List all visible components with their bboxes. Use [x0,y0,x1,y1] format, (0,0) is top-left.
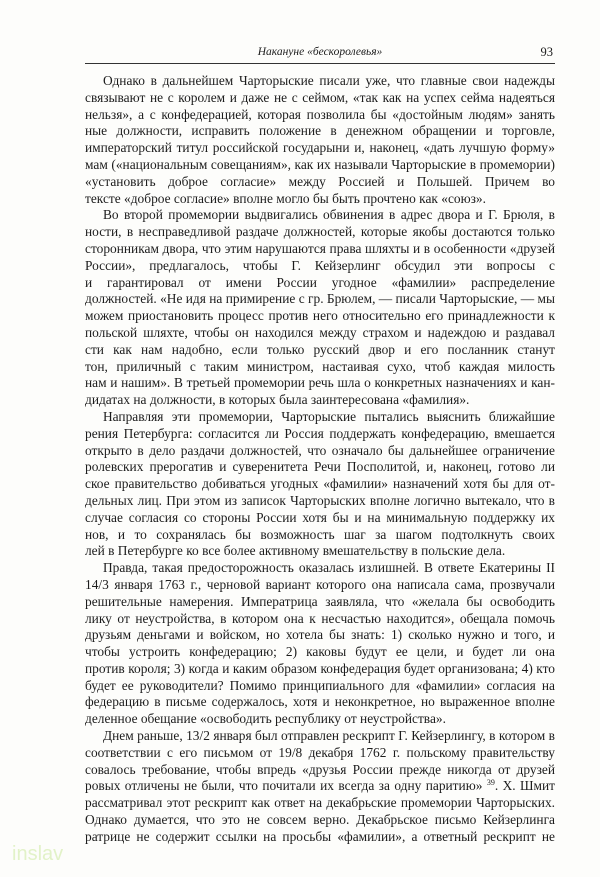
line-text: 14/3 января 1763 г., черновой вариант которого она написала сама, прозвучали [85,576,555,592]
line-text: сти как нам надобно, если только русский двор и его посланник станут [85,341,555,357]
line-text: дельных лиц. При этом из записок Чарторыских вполне логично вытекало, что в [85,492,555,508]
body-text [85,73,555,846]
text-line [85,594,555,611]
line-text: России», предлагалось, чтобы Г. Кейзерлинг обсудил эти вопросы с [85,257,555,273]
text-line [85,123,555,140]
paragraph [85,560,555,728]
line-text: Однако в дальнейшем Чарторыские писали уже, что главные свои надежды [103,73,555,88]
text-line [85,241,555,258]
text-line [85,459,555,476]
paragraph [85,409,555,560]
line-text: Однако думается, что это не совсем верно. Декабрьское письмо Кейзерлинга [85,812,555,828]
text-line [85,694,555,711]
text-line [85,107,555,124]
line-text: рения Петербурга: согласится ли Россия поддержать конфедерацию, вмешается [85,425,555,441]
text-line [85,140,555,157]
line-text: ское правительство добиваться угодных «фамилии» назначений хотя бы для от- [85,476,555,492]
line-text: федерацию в письме содержалось, хотя и неконкретное, но выраженное вполне [85,694,555,710]
line-text: «установить доброе согласие» между Россией и Польшей. Причем во [85,173,555,189]
line-text: решительные намерения. Императрица заявляла, что «желала бы освободить [85,593,555,609]
text-line [85,527,555,544]
line-text: друзьям деньгами и войском, но хотела бы знать: 1) сколько нужно и того, и [85,627,555,643]
text-line [85,207,555,224]
text-line [85,291,555,308]
line-text: нов, и то сохранялась бы возможность шаг за шагом подтолкнуть своих [85,526,555,542]
paragraph [85,73,555,207]
line-text: открыто в дело раздачи должностей, что означало бы дальнейшее ограничение [85,442,555,458]
line-text: императорский титул российской государыни и, наконец, «дать лучшую форму» [85,140,555,156]
text-line [85,426,555,443]
line-text: Днем раньше, 13/2 января был отправлен рескрипт Г. Кейзерлингу, в котором в [103,728,555,744]
line-text: ные должности, исправить положение в денежном обращении и торговле, [85,123,555,139]
text-line [85,812,555,829]
text-line [85,342,555,359]
line-text: соответствии с его письмом от 19/8 декабря 1762 г. польскому правительству [85,744,555,760]
line-text: польской шляхте, чтобы он находился между страхом и надеждою и раздавал [85,324,555,340]
line-text: против короля; 3) когда и каким образом конфедерация будет организована; 4) кто [85,660,555,676]
line-text: дидатах на должности, в которых была заинтересована «фамилия». [85,392,470,408]
text-line [85,375,555,392]
text-line [85,359,555,376]
line-text: лей в Петербурге ко все более активному вмешательству в польские дела. [85,543,506,559]
paragraph [85,728,555,846]
line-text: лику от неустройства, в котором она к несчастью находится», обещала помочь [85,610,555,626]
text-line [85,795,555,812]
header-rule [85,63,555,64]
line-text: можем приостановить процесс против него относительно его принадлежности к [85,308,555,324]
text-line [85,745,555,762]
line-text: ролевских прерогатив и суверенитета Речи Посполитой, и, наконец, готово ли [85,459,555,475]
running-header [85,44,555,62]
paragraph [85,207,555,409]
text-line [85,443,555,460]
text-line [85,73,555,90]
text-line [85,829,555,846]
line-text: ратрице не содержит ссылки на просьбы «фамилии», а ответный рескрипт не [85,828,555,844]
text-line [85,644,555,661]
line-text: случае согласия со стороны России хотя бы и на минимальную поддержку их [85,509,555,525]
line-text: и гарантировал от имени России угодное «фамилии» распределение [85,274,555,290]
text-line [85,476,555,493]
text-line [85,543,555,560]
text-line [85,409,555,426]
text-line [85,90,555,107]
line-text: чтобы устроить конфедерацию; 2) каковы будут ее цели, и будет ли она [85,644,555,660]
line-text: Направляя эти промемории, Чарторыские пытались выяснить ближайшие [103,408,555,424]
text-line [85,510,555,527]
line-text: нам и нашим». В третьей промемории речь шла о конкретных назначениях и кан- [85,375,555,391]
line-text: должностей. «Не идя на примирение с гр. Брюлем, — писали Чарторыские, — мы [85,291,555,307]
text-line [85,493,555,510]
line-text: связывают не с королем и даже не с сеймом, «так как на успех сейма надеяться [85,89,555,105]
text-line [85,678,555,695]
text-line [85,728,555,745]
footnote-reference: 39 [486,778,495,788]
text-line [85,560,555,577]
text-line [85,778,555,795]
line-text: тон, приличный с таким министром, настаивая сухо, чтоб каждая милость [85,358,555,374]
text-line [85,174,555,191]
page-number: 93 [540,45,553,59]
text-line [85,308,555,325]
line-text: совалось требование, чтобы впредь «друзья России прежде никогда от друзей [85,761,555,777]
line-text: нельзя», а с конфедерацией, которая позволила бы «достойным людям» занять [85,106,555,122]
line-text: Правда, такая предосторожность оказалась излишней. В ответе Екатерины II [103,560,555,576]
line-text: рассматривал этот рескрипт как ответ на декабрьские промемории Чарторыских. [85,795,555,811]
watermark: inslav [12,843,64,865]
text-line [85,611,555,628]
line-text: сторонникам двора, что этим нарушаются права шляхты и в особенности «друзей [85,240,555,256]
line-text: тексте «доброе согласие» вполне могло бы быть прочтено как «союз». [85,190,486,206]
text-line [85,762,555,779]
line-text: деленное обещание «освободить республику от неустройства». [85,711,446,727]
text-line [85,661,555,678]
text-line [85,627,555,644]
running-title: Накануне «бескоролевья» [257,46,383,58]
line-text: ровых отличены не были, что почитали их всегда за одну паритию» [85,778,483,794]
text-line [85,711,555,728]
text-line [85,392,555,409]
text-line [85,577,555,594]
text-line [85,325,555,342]
line-text: . Х. Шмит [494,778,555,794]
text-line [85,191,555,208]
text-line [85,224,555,241]
line-text: будет ее руководители? Помимо принципиального для «фамилии» согласия на [85,677,555,693]
line-text: мам («национальным совещаниям», как их называли Чарторыские в промемории) [85,156,555,172]
line-text: Во второй промемории выдвигались обвинения в адрес двора и Г. Брюля, в [103,207,555,223]
line-text: ности, в несправедливой раздаче должностей, которые якобы достаются только [85,224,555,240]
text-line [85,258,555,275]
text-line [85,275,555,292]
text-line [85,157,555,174]
